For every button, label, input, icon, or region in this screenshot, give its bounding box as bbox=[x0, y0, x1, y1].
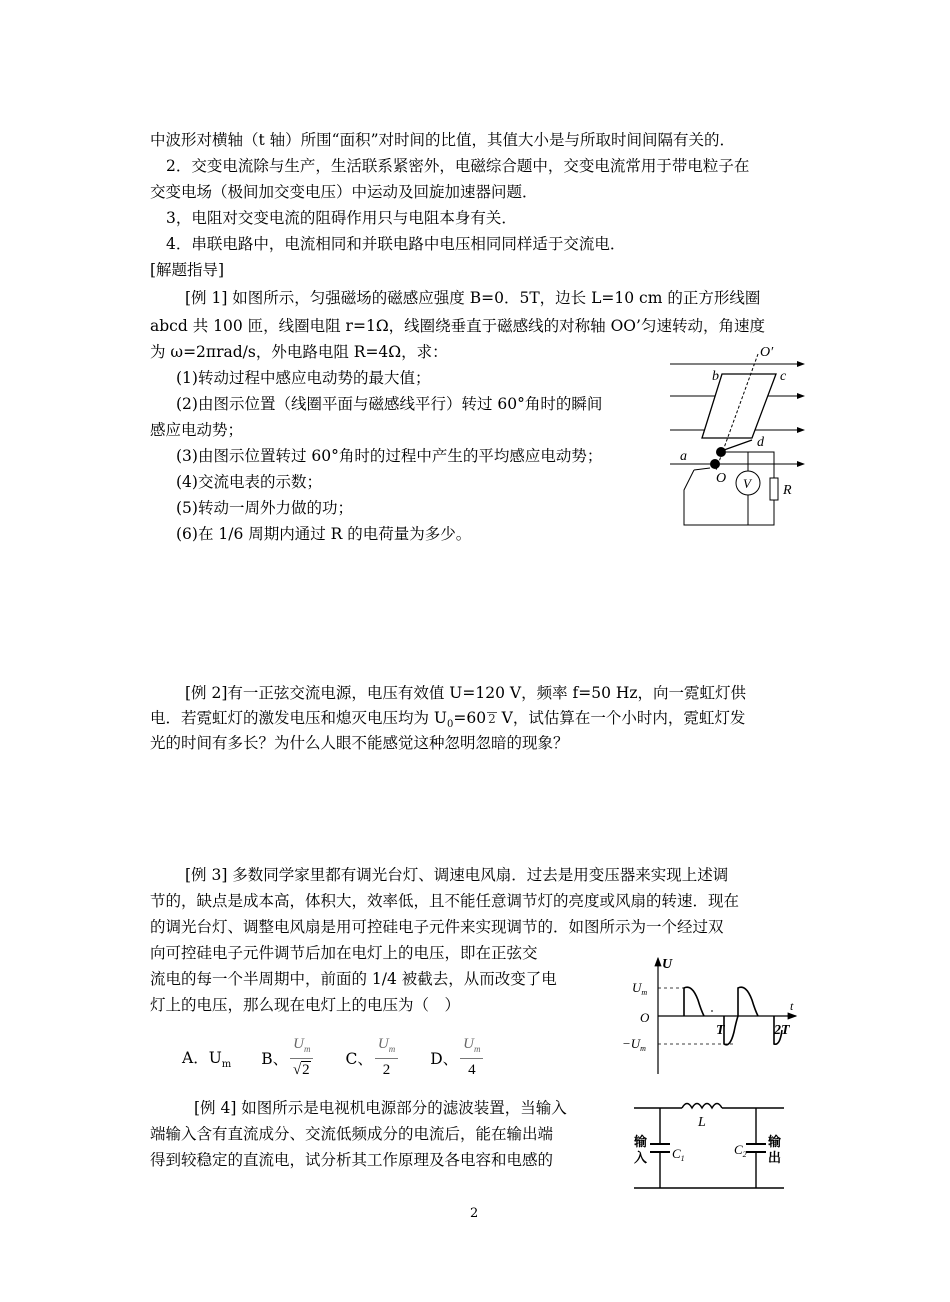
example4-line-2: 端输入含有直流成分、交流低频成分的电流后，能在输出端 bbox=[150, 1125, 554, 1143]
example4-line-3: 得到较稳定的直流电，试分析其工作原理及各电容和电感的 bbox=[150, 1151, 554, 1169]
example1-question-2b: 感应电动势； bbox=[150, 421, 244, 439]
output-label-2: 出 bbox=[768, 1151, 782, 1166]
fraction-c: $\frac{U_m}{2}$ bbox=[375, 1035, 398, 1081]
sqrt-two: 2 bbox=[488, 712, 496, 726]
example3-line-2: 节的，缺点是成本高，体积大，效率低，且不能任意调节灯的亮度或风扇的转速．现在 bbox=[150, 892, 740, 910]
slip-ring-upper bbox=[716, 447, 726, 457]
option-b[interactable]: B、 $\frac{U_m}{√2}$ bbox=[261, 1035, 315, 1081]
inductor-coil bbox=[682, 1104, 722, 1109]
example3-line-4: 向可控硅电子元件调节后加在电灯上的电压，即在正弦交 bbox=[150, 944, 538, 962]
option-d[interactable]: D、 $\frac{U_m}{4}$ bbox=[430, 1035, 485, 1081]
label-b: b bbox=[712, 369, 719, 384]
example1-line-1: [例 1] 如图所示，匀强磁场的磁感应强度 B=0．5T，边长 L=10 cm 的正方形线圈 bbox=[185, 289, 761, 307]
example3-line-3: 的调光台灯、调整电风扇是用可控硅电子元件来实现调节的．如图所示为一个经过双 bbox=[150, 918, 724, 936]
example2-line-2: 电．若霓虹灯的激发电压和熄灭电压均为 $U_0=60$ 2 V，试估算在一个小时内，霓虹灯发 bbox=[150, 709, 746, 731]
label-c: c bbox=[780, 369, 787, 384]
neg-um-label: $-U_m$ bbox=[622, 1036, 646, 1053]
resistor-label: R bbox=[783, 483, 792, 498]
output-label-1: 输 bbox=[768, 1135, 782, 1150]
example1-question-1: (1)转动过程中感应电动势的最大值； bbox=[176, 369, 431, 387]
example3-options bbox=[182, 1032, 485, 1084]
page-number: 2 bbox=[470, 1206, 479, 1221]
example1-question-3: (3)由图示位置转过 60°角时的过程中产生的平均感应电动势； bbox=[176, 447, 603, 465]
section-heading: [解题指导] bbox=[150, 261, 225, 279]
clipped-sine-graph bbox=[618, 950, 800, 1080]
note-line-5: 4．串联电路中，电流相同和并联电路中电压相同同样适于交流电． bbox=[166, 235, 626, 253]
note-line-4: 3，电阻对交变电流的阻碍作用只与电阻本身有关． bbox=[166, 209, 517, 227]
y-axis-label: U bbox=[662, 957, 673, 972]
example3-line-6: 灯上的电压，那么现在电灯上的电压为（ ） bbox=[150, 996, 461, 1014]
example3-line-5: 流电的每一个半周期中，前面的 1/4 被截去，从而改变了电 bbox=[150, 970, 557, 988]
voltmeter-label: V bbox=[743, 476, 751, 491]
external-circuit bbox=[684, 452, 778, 525]
example4-line-1: [例 4] 如图所示是电视机电源部分的滤波装置，当输入 bbox=[194, 1099, 567, 1117]
label-o: O bbox=[716, 471, 727, 486]
lc-filter-circuit bbox=[630, 1096, 788, 1194]
example1-line-2: abcd 共 100 匝，线圈电阻 r=1Ω，线圈绕垂直于磁感线的对称轴 OO’匀速转动，角速度 bbox=[150, 317, 765, 335]
example1-question-6: (6)在 1/6 周期内通过 R 的电荷量为多少。 bbox=[176, 525, 472, 543]
um-label: $U_m$ bbox=[632, 980, 648, 997]
period-label: T bbox=[716, 1023, 725, 1038]
note-line-1: 中波形对横轴（t 轴）所围“面积”对时间的比值，其值大小是与所取时间间隔有关的． bbox=[150, 131, 736, 149]
x-axis-label: t bbox=[790, 999, 794, 1013]
note-line-3: 交变电场（极间加交变电压）中运动及回旋加速器问题． bbox=[150, 183, 538, 201]
option-a[interactable]: A．$U_m$ bbox=[182, 1048, 232, 1071]
example1-question-2a: (2)由图示位置（线圈平面与磁感线平行）转过 60°角时的瞬间 bbox=[176, 395, 603, 413]
example2-line-3: 光的时间有多长？为什么人眼不能感觉这种忽明忽暗的现象？ bbox=[150, 734, 569, 752]
example3-line-1: [例 3] 多数同学家里都有调光台灯、调速电风扇．过去是用变压器来实现上述调 bbox=[185, 866, 729, 884]
example1-line-3: 为 ω=2πrad/s，外电路电阻 R=4Ω，求： bbox=[150, 343, 448, 361]
origin-label: O bbox=[640, 1010, 650, 1025]
note-line-2: 2．交变电流除与生产，生活联系紧密外，电磁综合题中，交变电流常用于带电粒子在 bbox=[166, 157, 750, 175]
c1-label: $C_1$ bbox=[672, 1146, 685, 1163]
c2-label: $C_2$ bbox=[734, 1142, 747, 1159]
two-period-label: 2T bbox=[774, 1023, 790, 1038]
input-label-1: 输 bbox=[634, 1135, 648, 1150]
input-label-2: 入 bbox=[634, 1151, 648, 1166]
slip-ring-lower bbox=[710, 459, 720, 469]
label-o-prime: O′ bbox=[760, 345, 774, 360]
label-d: d bbox=[757, 435, 764, 450]
inductor-label: L bbox=[698, 1115, 706, 1130]
fraction-d: $\frac{U_m}{4}$ bbox=[460, 1035, 483, 1081]
label-a: a bbox=[680, 449, 687, 464]
fraction-b: $\frac{U_m}{√2}$ bbox=[290, 1035, 313, 1081]
option-c[interactable]: C、 $\frac{U_m}{2}$ bbox=[345, 1035, 400, 1081]
coil-in-field-figure bbox=[664, 340, 810, 532]
example1-question-5: (5)转动一周外力做的功； bbox=[176, 499, 353, 517]
example2-line-1: [例 2]有一正弦交流电源，电压有效值 U=120 V，频率 f=50 Hz，向一霓虹灯供 bbox=[185, 684, 747, 702]
example1-question-4: (4)交流电表的示数； bbox=[176, 473, 322, 491]
